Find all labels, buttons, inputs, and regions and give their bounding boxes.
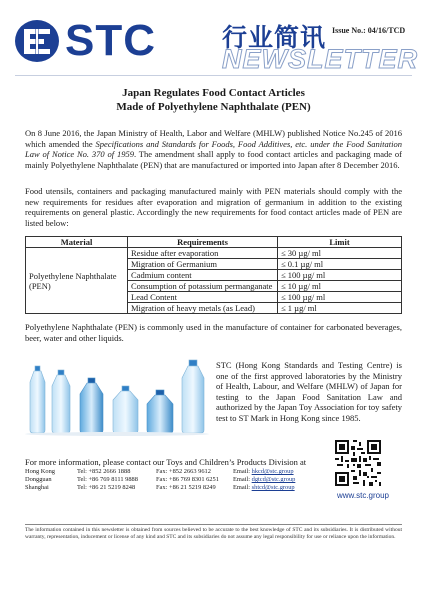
requirement-cell: Consumption of potassium permanganate [128,281,278,292]
qr-code-icon[interactable] [333,438,383,488]
contact-row [25,468,295,476]
office-fax: Fax: +852 2663 9612 [156,468,211,475]
email-label: Email: [233,484,252,492]
requirement-cell: Residue after evaporation [128,248,278,259]
limit-cell: ≤ 10 µg/ ml [278,281,402,292]
newsletter-header [0,0,427,80]
newsletter-wordmark: NEWSLETTER [222,44,418,74]
limit-cell: ≤ 0.1 µg/ ml [278,259,402,270]
limit-cell: ≤ 30 µg/ ml [278,248,402,259]
bottle-3 [80,378,103,433]
office-email [233,468,295,476]
newsletter-title-cn: 行业简讯 [222,23,327,52]
contact-row [25,484,295,492]
office-tel: Tel: +86 769 8111 9888 [77,476,138,484]
limit-cell: ≤ 1 µg/ ml [278,303,402,314]
issue-number: Issue No.: 04/16/TCD [332,26,406,35]
intro-text-b: . The amendment shall apply to food contact articles and packaging made of mainly Polyethylene Naphthalate (PEN) that are manufactured or imported into Japan after 8 December 2016. [25,149,402,170]
plastic-bottles-image [25,356,210,436]
requirement-cell: Lead Content [128,292,278,303]
stc-emblem-icon [15,20,59,62]
office-tel: Tel: +852 2666 1888 [77,468,131,475]
office-fax: Fax: +86 769 8301 6251 [156,476,219,484]
office-city: Dongguan [25,476,52,484]
bottle-2 [52,370,70,433]
intro-text-a: On 8 June 2016, the Japan Ministry of Health, Labor and Welfare (MHLW) published Notice No.245 of 2016 which amended the [25,128,402,149]
email-link[interactable]: shtcd@stc.group [251,484,295,492]
disclaimer-text: The information contained in this newsletter is obtained from sources believed to be accurate to the best knowledge of STC and its subsidiaries. It is distributed without warranty, representation, inducement or license of any kind and STC and its subsidiaries do not assume any legal responsibility for use or reliance upon the information. [25,527,402,540]
email-link[interactable]: dgtcd@stc.group [251,476,296,484]
limit-cell: ≤ 100 µg/ ml [278,270,402,281]
bottle-6 [182,360,204,433]
article-title-line-1: Japan Regulates Food Contact Articles [122,87,305,99]
bottle-4 [113,386,138,433]
table-header-row [26,237,402,248]
intro-italic-regulation: Specifications and Standards for Foods, Food Additives, etc. under the Food Sanitation Law of Notice No. 370 of 1959 [25,138,402,160]
office-email [233,484,295,492]
office-city: Hong Kong [25,468,55,475]
office-city: Shanghai [25,484,49,492]
intro-paragraph [25,128,402,170]
bottle-1 [30,366,45,433]
article-title-line-2: Made of Polyethylene Naphthalate (PEN) [116,101,311,113]
requirements-table [25,236,402,314]
requirements-paragraph: Food utensils, containers and packaging manufactured mainly with PEN materials should comply with the new requirements for residues after evaporation and migration of germanium in addition to the existing requirements on general plastic. Accordingly the new requirements for food contact articles made of PEN are listed below: [25,186,402,228]
email-label: Email: [233,476,252,484]
stc-about-paragraph: STC (Hong Kong Standards and Testing Centre) is one of the first approved laboratories by the Ministry of Health, Labour, and Welfare (MHLW) of Japan for testing to the Japan Food Sanitation Law and authorized by the Japan Toy Association for toy safety test to ST Mark in Hong Kong since 1985. [216,360,402,423]
requirement-cell: Cadmium content [128,270,278,281]
bottle-5 [147,390,173,433]
website-link[interactable]: www.stc.group [336,491,390,500]
material-cell: Polyethylene Naphthalate (PEN) [26,248,128,314]
header-limit: Limit [278,237,402,248]
contact-lead: For more information, please contact our Toys and Children’s Products Division at [25,457,307,467]
stc-logo [15,16,175,65]
header-requirements: Requirements [128,237,278,248]
table-row [26,248,402,259]
header-material: Material [26,237,128,248]
office-tel: Tel: +86 21 5219 8248 [77,484,136,492]
requirement-cell: Migration of heavy metals (as Lead) [128,303,278,314]
email-label: Email: [233,468,252,475]
pen-usage-paragraph: Polyethylene Naphthalate (PEN) is commonly used in the manufacture of container for carbonated beverages, beer, water and other liquids. [25,322,402,343]
header-divider [15,75,412,76]
email-link[interactable]: hkcd@stc.group [251,468,294,475]
footer-divider [25,524,402,525]
limit-cell: ≤ 100 µg/ ml [278,292,402,303]
office-fax: Fax: +86 21 5219 8249 [156,484,216,492]
office-email [233,476,295,484]
logo-text: STC [65,16,156,65]
contact-table [25,468,295,493]
article-title [0,86,427,114]
requirement-cell: Migration of Germanium [128,259,278,270]
contact-row [25,476,295,484]
